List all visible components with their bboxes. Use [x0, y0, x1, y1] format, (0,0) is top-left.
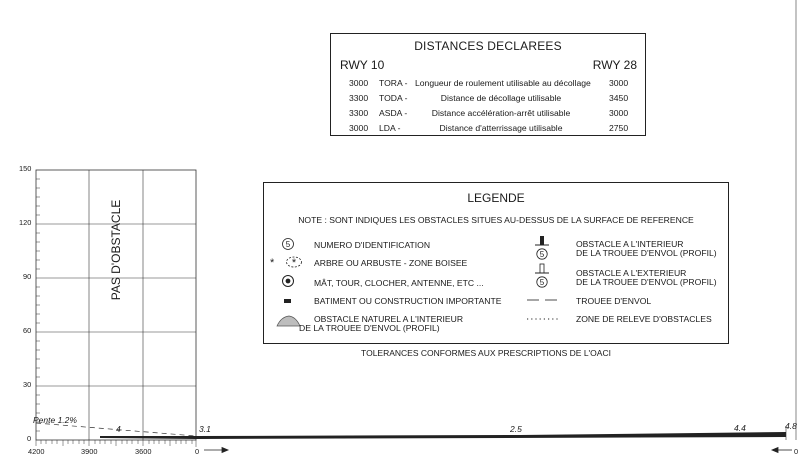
rwy-right-value: 3450	[609, 93, 629, 103]
legend-item-label: OBSTACLE A L'INTERIEUR	[576, 239, 684, 249]
distance-description: Distance accélération-arrêt utilisable	[431, 108, 571, 118]
no-obstacle-label: PAS D'OBSTACLE	[109, 199, 123, 301]
rwy-right-value: 3000	[609, 78, 629, 88]
rwy-right-value: 2750	[609, 123, 629, 133]
x-tick-label: 4200	[28, 447, 45, 456]
y-tick-label: 120	[19, 218, 32, 227]
slope-label: Pente 1.2%	[33, 415, 77, 425]
profile-y-ticks	[36, 179, 40, 431]
y-tick-label: 30	[23, 380, 32, 389]
point-label: 2.5	[510, 424, 522, 434]
rwy-left-header: RWY 10	[340, 58, 385, 72]
legend-item-label: DE LA TROUEE D'ENVOL (PROFIL)	[576, 248, 717, 258]
x-tick-label: 0	[195, 447, 200, 456]
legend-item-label: DE LA TROUEE D'ENVOL (PROFIL)	[299, 323, 440, 333]
legend-title: LEGENDE	[467, 191, 525, 205]
y-tick-label: 150	[19, 164, 32, 173]
distance-abbr: TORA -	[379, 78, 408, 88]
distance-description: Distance de décollage utilisable	[440, 93, 562, 103]
legend-item-label: DE LA TROUEE D'ENVOL (PROFIL)	[576, 277, 717, 287]
distance-abbr: LDA -	[379, 123, 401, 133]
y-tick-label: 0	[27, 434, 32, 443]
x-tick-label: 3900	[81, 447, 98, 456]
legend-item-label: TROUEE D'ENVOL	[576, 296, 652, 306]
symbol-number-text: 5	[539, 278, 545, 287]
point-label: 4	[116, 424, 121, 434]
rwy-right-value: 3000	[609, 108, 629, 118]
legend-item-label: BATIMENT OU CONSTRUCTION IMPORTANTE	[314, 296, 502, 306]
direction-arrow-right-icon	[204, 448, 228, 453]
legend-note: NOTE : SONT INDIQUES LES OBSTACLES SITUES AU-DESSUS DE LA SURFACE DE REFERENCE	[298, 215, 694, 225]
legend-item-label: ZONE DE RELEVE D'OBSTACLES	[576, 314, 712, 324]
legend-item-label: MÂT, TOUR, CLOCHER, ANTENNE, ETC ...	[314, 278, 484, 288]
point-label: 4.8	[785, 421, 797, 431]
point-label: 4.4	[734, 423, 746, 433]
svg-text:*: *	[291, 257, 297, 269]
distance-description: Longueur de roulement utilisable au décollage	[415, 78, 591, 88]
x-tick-label: 3600	[135, 447, 152, 456]
y-tick-label: 60	[23, 326, 32, 335]
legend-item-label: OBSTACLE A L'EXTERIEUR	[576, 268, 687, 278]
distance-abbr: ASDA -	[379, 108, 408, 118]
tolerances-note: TOLERANCES CONFORMES AUX PRESCRIPTIONS DE L'OACI	[361, 348, 611, 358]
point-label: 3.1	[199, 424, 211, 434]
symbol-number-text: 5	[285, 240, 291, 249]
rwy-right-header: RWY 28	[592, 58, 637, 72]
svg-text:*: *	[270, 257, 275, 269]
rwy-left-value: 3000	[349, 78, 369, 88]
legend-item-label: ARBRE OU ARBUSTE - ZONE BOISEE	[314, 258, 468, 268]
symbol-number-text: 5	[539, 250, 545, 259]
distance-abbr: TODA -	[379, 93, 408, 103]
rwy-left-value: 3300	[349, 108, 369, 118]
y-tick-label: 90	[23, 272, 32, 281]
legend-item-label: OBSTACLE NATUREL A L'INTERIEUR	[314, 314, 464, 324]
declared-distances-title: DISTANCES DECLAREES	[414, 39, 562, 53]
distance-description: Distance d'atterrissage utilisable	[439, 123, 563, 133]
rwy-left-value: 3300	[349, 93, 369, 103]
profile-x-ticks	[36, 440, 196, 447]
rwy-left-value: 3000	[349, 123, 369, 133]
legend-item-label: NUMERO D'IDENTIFICATION	[314, 240, 431, 250]
right-axis-zero-label: 0	[794, 447, 799, 456]
direction-arrow-left-icon	[772, 448, 792, 453]
